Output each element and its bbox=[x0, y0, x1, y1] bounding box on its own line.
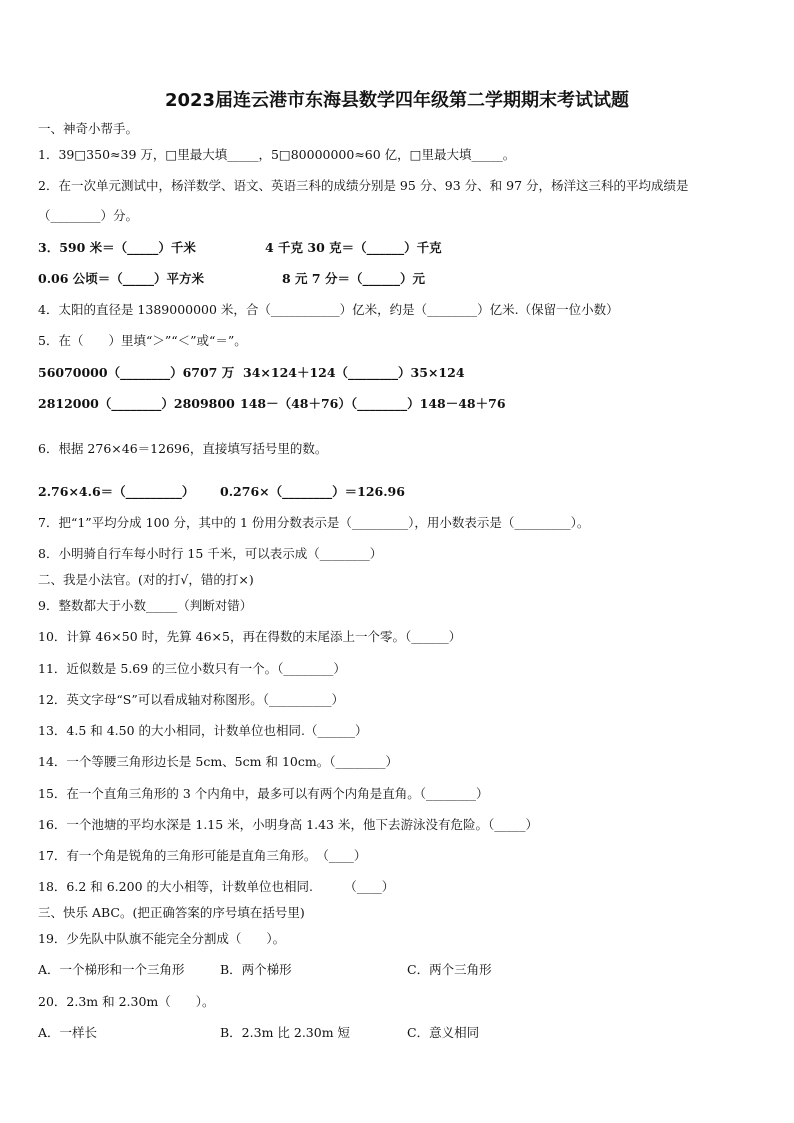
question-20: 20．2.3m 和 2.30m（ ）。 bbox=[38, 994, 215, 1009]
question-4: 4．太阳的直径是 1389000000 米，合（___________）亿米，约是（________）亿米.（保留一位小数） bbox=[38, 302, 619, 317]
question-10: 10．计算 46×50 时，先算 46×5，再在得数的末尾添上一个零。（______） bbox=[38, 629, 462, 644]
question-19-option-a: A．一个梯形和一个三角形 bbox=[38, 962, 185, 977]
question-12: 12．英文字母“S”可以看成轴对称图形。（__________） bbox=[38, 692, 345, 707]
question-6: 6．根据 276×46＝12696，直接填写括号里的数。 bbox=[38, 441, 328, 456]
section-2-heading: 二、我是小法官。(对的打√，错的打×) bbox=[38, 572, 254, 587]
question-3-part-b: 4 千克 30 克＝（______）千克 bbox=[265, 240, 442, 255]
question-19: 19．少先队中队旗不能完全分割成（ ）。 bbox=[38, 931, 286, 946]
question-17: 17．有一个角是锐角的三角形可能是直角三角形。 （____） bbox=[38, 848, 367, 863]
question-2-line-1: 2．在一次单元测试中，杨洋数学、语文、英语三科的成绩分别是 95 分、93 分、和 97 分，杨洋这三科的平均成绩是 bbox=[38, 178, 689, 193]
question-8: 8．小明骑自行车每小时行 15 千米，可以表示成（________） bbox=[38, 546, 383, 561]
question-3-part-a: 3．590 米＝（_____）千米 bbox=[38, 240, 196, 255]
page-title: 2023届连云港市东海县数学四年级第二学期期末考试试题 bbox=[164, 90, 630, 111]
question-3-part-d: 8 元 7 分＝（______）元 bbox=[282, 271, 425, 286]
question-5-part-b: 34×124＋124（________）35×124 bbox=[243, 365, 465, 380]
question-7: 7．把“1”平均分成 100 分，其中的 1 份用分数表示是（_________），用小数表示是（_________）。 bbox=[38, 515, 590, 530]
section-1-heading: 一、神奇小帮手。 bbox=[38, 121, 139, 136]
question-5-part-d: 148－（48＋76）（________）148－48＋76 bbox=[240, 396, 506, 411]
question-16: 16．一个池塘的平均水深是 1.15 米，小明身高 1.43 米，他下去游泳没有危险。（_____） bbox=[38, 817, 538, 832]
question-14: 14．一个等腰三角形边长是 5cm、5cm 和 10cm。（________） bbox=[38, 754, 398, 769]
question-19-option-b: B．两个梯形 bbox=[220, 962, 292, 977]
question-20-option-b: B．2.3m 比 2.30m 短 bbox=[220, 1025, 351, 1040]
question-20-option-c: C．意义相同 bbox=[407, 1025, 480, 1040]
question-20-option-a: A．一样长 bbox=[38, 1025, 98, 1040]
question-5: 5．在（ ）里填“＞”“＜”或“＝”。 bbox=[38, 333, 247, 348]
question-6-part-b: 0.276×（________）＝126.96 bbox=[220, 484, 405, 499]
question-3-part-c: 0.06 公顷＝（_____）平方米 bbox=[38, 271, 205, 286]
question-5-part-c: 2812000（________）2809800 bbox=[38, 396, 235, 411]
question-2-line-2: （________）分。 bbox=[38, 208, 139, 223]
question-18: 18．6.2 和 6.200 的大小相等，计数单位也相同. （____） bbox=[38, 879, 395, 894]
question-5-part-a: 56070000（________）6707 万 bbox=[38, 365, 235, 380]
question-9: 9．整数都大于小数_____（判断对错） bbox=[38, 598, 253, 613]
question-1: 1．39□350≈39 万，□里最大填_____，5□80000000≈60 亿，□里最大填_____。 bbox=[38, 147, 516, 162]
question-15: 15．在一个直角三角形的 3 个内角中，最多可以有两个内角是直角。（________） bbox=[38, 786, 489, 801]
question-6-part-a: 2.76×4.6＝（_________） bbox=[38, 484, 195, 499]
question-13: 13．4.5 和 4.50 的大小相同，计数单位也相同.（______） bbox=[38, 723, 368, 738]
question-19-option-c: C．两个三角形 bbox=[407, 962, 492, 977]
section-3-heading: 三、快乐 ABC。(把正确答案的序号填在括号里) bbox=[38, 905, 305, 920]
question-11: 11．近似数是 5.69 的三位小数只有一个。（________） bbox=[38, 661, 346, 676]
